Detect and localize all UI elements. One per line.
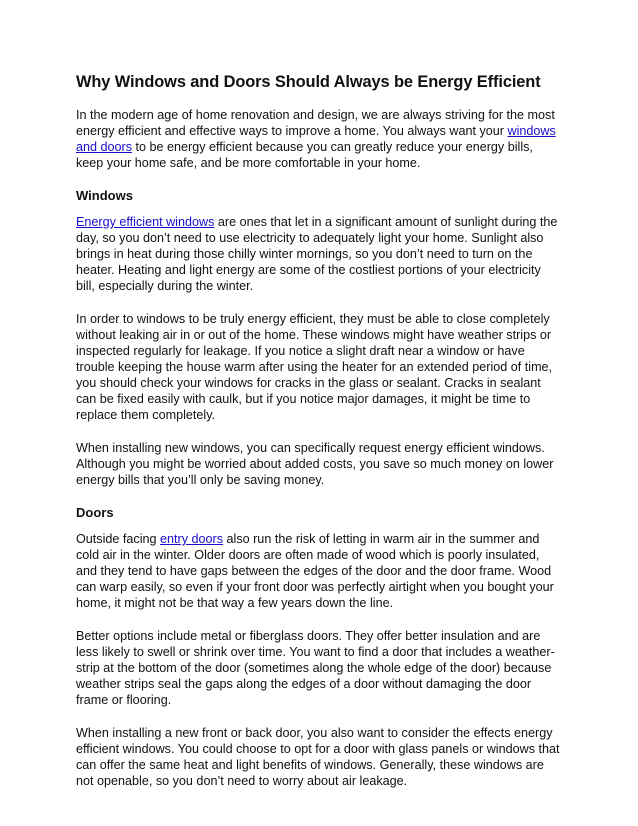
windows-heading: Windows <box>76 188 133 203</box>
page-title: Why Windows and Doors Should Always be Energy Efficient <box>76 73 541 91</box>
entry-doors-link[interactable]: entry doors <box>160 532 224 546</box>
doors-paragraph-3: When installing a new front or back door, you also want to consider the effects energy efficient windows. You could choose to opt for a door with glass panels or windows that can offer the same heat and light benefits of windows. Generally, these windows are not openable, so you don’t need to worry about air leakage. <box>76 726 560 788</box>
windows-paragraph-3: When installing new windows, you can specifically request energy efficient windows. Although you might be worried about added costs, you save so much money on lower energy bills that you’ll only be saving money. <box>76 441 554 487</box>
windows-paragraph-2: In order to windows to be truly energy efficient, they must be able to close completely without leaking air in or out of the home. These windows might have weather strips or inspected regularly for leakage. If you notice a slight draft near a window or have trouble keeping the house warm after using the heater for an extended period of time, you should check your windows for cracks in the glass or sealant. Cracks in sealant can be fixed easily with caulk, but if you notice major damages, it might be time to replace them completely. <box>76 312 553 422</box>
doors-paragraph-1-after: also run the risk of letting in warm air in the summer and cold air in the winter. Older doors are often made of wood which is poorly insulated, and they tend to have gaps between the edges of the door and the door frame. Wood can warp easily, so even if your front door was perfectly airtight when you bought your home, it might not be that way a few years down the line. <box>76 532 554 610</box>
intro-text-before: In the modern age of home renovation and design, we are always striving for the most energy efficient and effective ways to improve a home. You always want your <box>76 108 555 138</box>
windows-paragraph-1-text: are ones that let in a significant amount of sunlight during the day, so you don’t need to use electricity to adequately light your home. Sunlight also brings in heat during those chilly winter mornings, so you don’t need to turn on the heater. Heating and light energy are some of the costliest portions of your electricity bill, especially during the winter. <box>76 215 558 293</box>
energy-efficient-windows-link[interactable]: Energy efficient windows <box>76 215 215 229</box>
intro-text-after: to be energy efficient because you can greatly reduce your energy bills, keep your home safe, and be more comfortable in your home. <box>76 140 533 170</box>
doors-paragraph-2: Better options include metal or fiberglass doors. They offer better insulation and are less likely to swell or shrink over time. You want to find a door that includes a weather-strip at the bottom of the door (sometimes along the whole edge of the door) because weather strips seal the gaps along the edges of a door without damaging the door frame or flooring. <box>76 629 555 707</box>
doors-paragraph-1 <box>76 531 562 611</box>
windows-and-doors-link[interactable]: windows and doors <box>76 124 556 154</box>
doors-heading: Doors <box>76 505 114 520</box>
doors-paragraph-1-before: Outside facing <box>76 532 161 546</box>
intro-paragraph <box>76 107 562 171</box>
windows-paragraph-1 <box>76 214 562 294</box>
